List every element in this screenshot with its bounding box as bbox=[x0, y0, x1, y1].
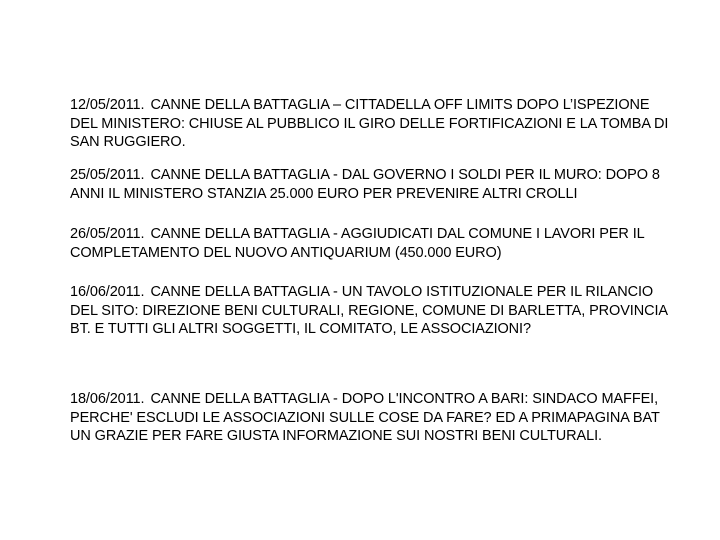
entry-date: 18/06/2011. bbox=[70, 391, 145, 407]
news-entry bbox=[70, 166, 680, 203]
news-entry bbox=[70, 283, 680, 339]
entry-text: CANNE DELLA BATTAGLIA - DOPO L'INCONTRO A BARI: SINDACO MAFFEI, PERCHE' ESCLUDI LE ASSOCIAZIONI SULLE COSE DA FARE? ED A PRIMAPAGINA BAT UN GRAZIE PER FARE GIUSTA INFORMAZIONE SUI NOSTRI BENI CULTURALI. bbox=[70, 391, 660, 444]
entry-text: CANNE DELLA BATTAGLIA - DAL GOVERNO I SOLDI PER IL MURO: DOPO 8 ANNI IL MINISTERO STANZIA 25.000 EURO PER PREVENIRE ALTRI CROLLI bbox=[70, 167, 660, 202]
entry-date: 26/05/2011. bbox=[70, 226, 145, 242]
news-entry bbox=[70, 225, 680, 262]
entry-text: CANNE DELLA BATTAGLIA – CITTADELLA OFF LIMITS DOPO L’ISPEZIONE DEL MINISTERO: CHIUSE AL PUBBLICO IL GIRO DELLE FORTIFICAZIONI E LA TOMBA DI SAN RUGGIERO. bbox=[70, 97, 669, 150]
entry-date: 12/05/2011. bbox=[70, 97, 145, 113]
entry-text: CANNE DELLA BATTAGLIA - AGGIUDICATI DAL COMUNE I LAVORI PER IL COMPLETAMENTO DEL NUOVO ANTIQUARIUM (450.000 EURO) bbox=[70, 226, 645, 261]
entry-date: 25/05/2011. bbox=[70, 167, 145, 183]
news-entry bbox=[70, 96, 680, 152]
entry-text: CANNE DELLA BATTAGLIA - UN TAVOLO ISTITUZIONALE PER IL RILANCIO DEL SITO: DIREZIONE BENI CULTURALI, REGIONE, COMUNE DI BARLETTA, PROVINCIA BT. E TUTTI GLI ALTRI SOGGETTI, IL COMITATO, LE ASSOCIAZIONI? bbox=[70, 284, 668, 337]
news-entry bbox=[70, 390, 680, 446]
entry-date: 16/06/2011. bbox=[70, 284, 145, 300]
